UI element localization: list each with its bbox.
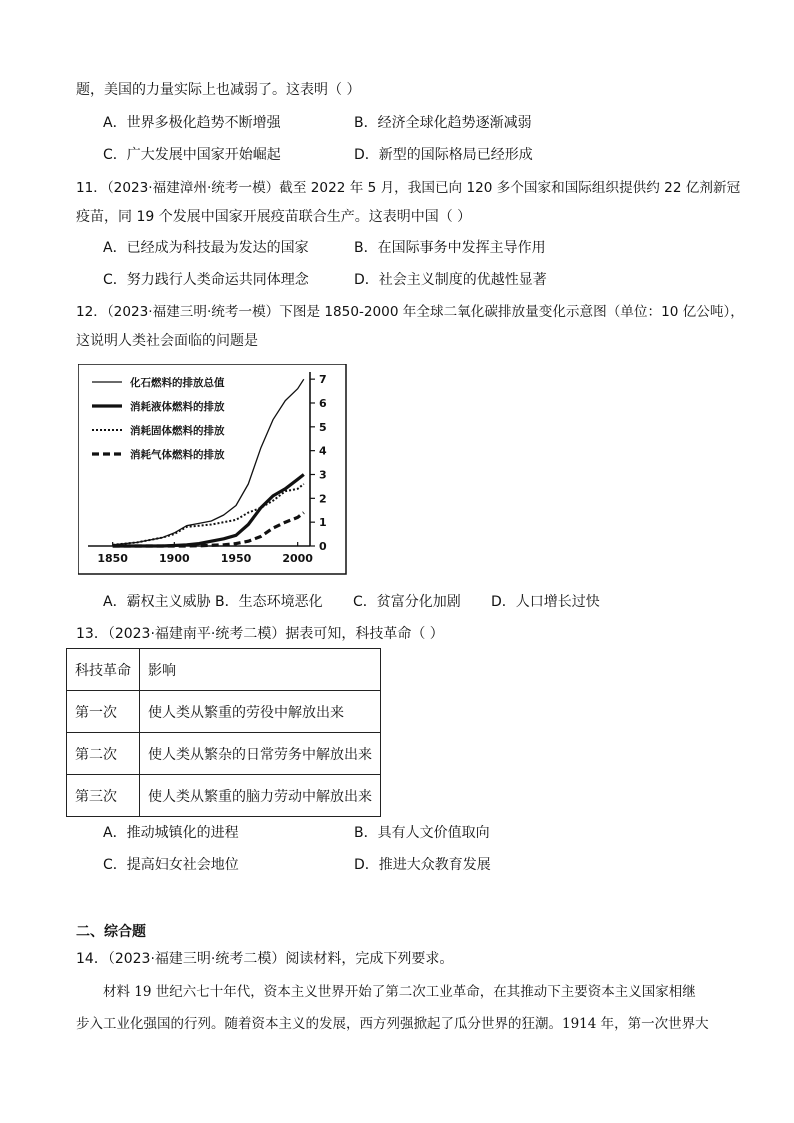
q12-option-d: D．人口增长过快: [491, 594, 600, 610]
y-tick-label: 2: [319, 492, 327, 506]
q12-stem-line1: 12．（2023·福建三明·统考一模）下图是 1850-2000 年全球二氧化碳排放量变化示意图（单位：10 亿公吨），: [76, 304, 744, 320]
legend-label: 化石燃料的排放总值: [130, 377, 225, 389]
q11-option-b: B．在国际事务中发挥主导作用: [354, 240, 546, 256]
table-cell: 第一次: [67, 691, 140, 733]
table-cell: 使人类从繁重的劳役中解放出来: [140, 691, 381, 733]
q11-option-c: C．努力践行人类命运共同体理念: [103, 272, 309, 288]
table-header-cell: 影响: [140, 649, 381, 691]
y-tick-label: 5: [319, 420, 327, 434]
x-tick-label: 2000: [282, 552, 313, 565]
x-tick-label: 1850: [97, 552, 128, 565]
table-header-row: [67, 649, 381, 691]
y-tick-label: 7: [319, 373, 327, 387]
table-row: [67, 691, 381, 733]
q14-material-line2: 步入工业化强国的行列。随着资本主义的发展，西方列强掀起了瓜分世界的狂潮。1914 年，第一次世界大: [76, 1016, 709, 1032]
q13-stem: 13．（2023·福建南平·统考二模）据表可知，科技革命（ ）: [76, 626, 444, 642]
y-tick-label: 3: [319, 468, 327, 482]
legend-label: 消耗气体燃料的排放: [130, 449, 225, 461]
q12-option-ab: A．霸权主义威胁 B．生态环境恶化: [103, 594, 323, 610]
table-row: [67, 733, 381, 775]
x-tick-label: 1900: [159, 552, 190, 565]
q11-option-a: A．已经成为科技最为发达的国家: [103, 240, 309, 256]
legend-label: 消耗固体燃料的排放: [130, 425, 225, 437]
q11-stem-line2: 疫苗，同 19 个发展中国家开展疫苗联合生产。这表明中国（ ）: [76, 209, 472, 225]
table-cell: 使人类从繁重的脑力劳动中解放出来: [140, 775, 381, 817]
q12-stem-line2: 这说明人类社会面临的问题是: [76, 333, 258, 349]
legend-label: 消耗液体燃料的排放: [130, 401, 225, 413]
y-tick-label: 0: [319, 540, 327, 553]
q10-option-a: A．世界多极化趋势不断增强: [103, 115, 281, 131]
x-tick-label: 1950: [220, 552, 252, 565]
q13-option-a: A．推动城镇化的进程: [103, 825, 239, 841]
q10-option-b: B．经济全球化趋势逐渐减弱: [354, 115, 532, 131]
table-cell: 使人类从繁杂的日常劳务中解放出来: [140, 733, 381, 775]
q10-stem-tail: 题，美国的力量实际上也减弱了。这表明（ ）: [76, 82, 361, 98]
q14-material-line1: 材料 19 世纪六七十年代，资本主义世界开始了第二次工业革命，在其推动下主要资本主义国家相继: [103, 984, 696, 1000]
table-cell: 第三次: [67, 775, 140, 817]
y-tick-label: 1: [319, 516, 327, 530]
q13-option-c: C．提高妇女社会地位: [103, 857, 239, 873]
table-header-cell: 科技革命: [67, 649, 140, 691]
q11-option-d: D．社会主义制度的优越性显著: [354, 272, 547, 288]
tech-revolution-table: [66, 648, 381, 817]
section-title: 二、综合题: [76, 924, 146, 940]
q13-option-d: D．推进大众教育发展: [354, 857, 491, 873]
q10-option-c: C．广大发展中国家开始崛起: [103, 147, 281, 163]
y-tick-label: 4: [319, 444, 327, 458]
q13-option-b: B．具有人文价值取向: [354, 825, 490, 841]
table-row: [67, 775, 381, 817]
y-tick-label: 6: [319, 396, 327, 410]
co2-emission-chart: [78, 364, 348, 576]
q14-stem: 14．（2023·福建三明·统考二模）阅读材料，完成下列要求。: [76, 951, 454, 967]
q12-option-c: C．贫富分化加剧: [353, 594, 461, 610]
q11-stem-line1: 11．（2023·福建漳州·统考一模）截至 2022 年 5 月，我国已向 120 多个国家和国际组织提供约 22 亿剂新冠: [76, 180, 741, 196]
q10-option-d: D．新型的国际格局已经形成: [354, 147, 533, 163]
table-cell: 第二次: [67, 733, 140, 775]
